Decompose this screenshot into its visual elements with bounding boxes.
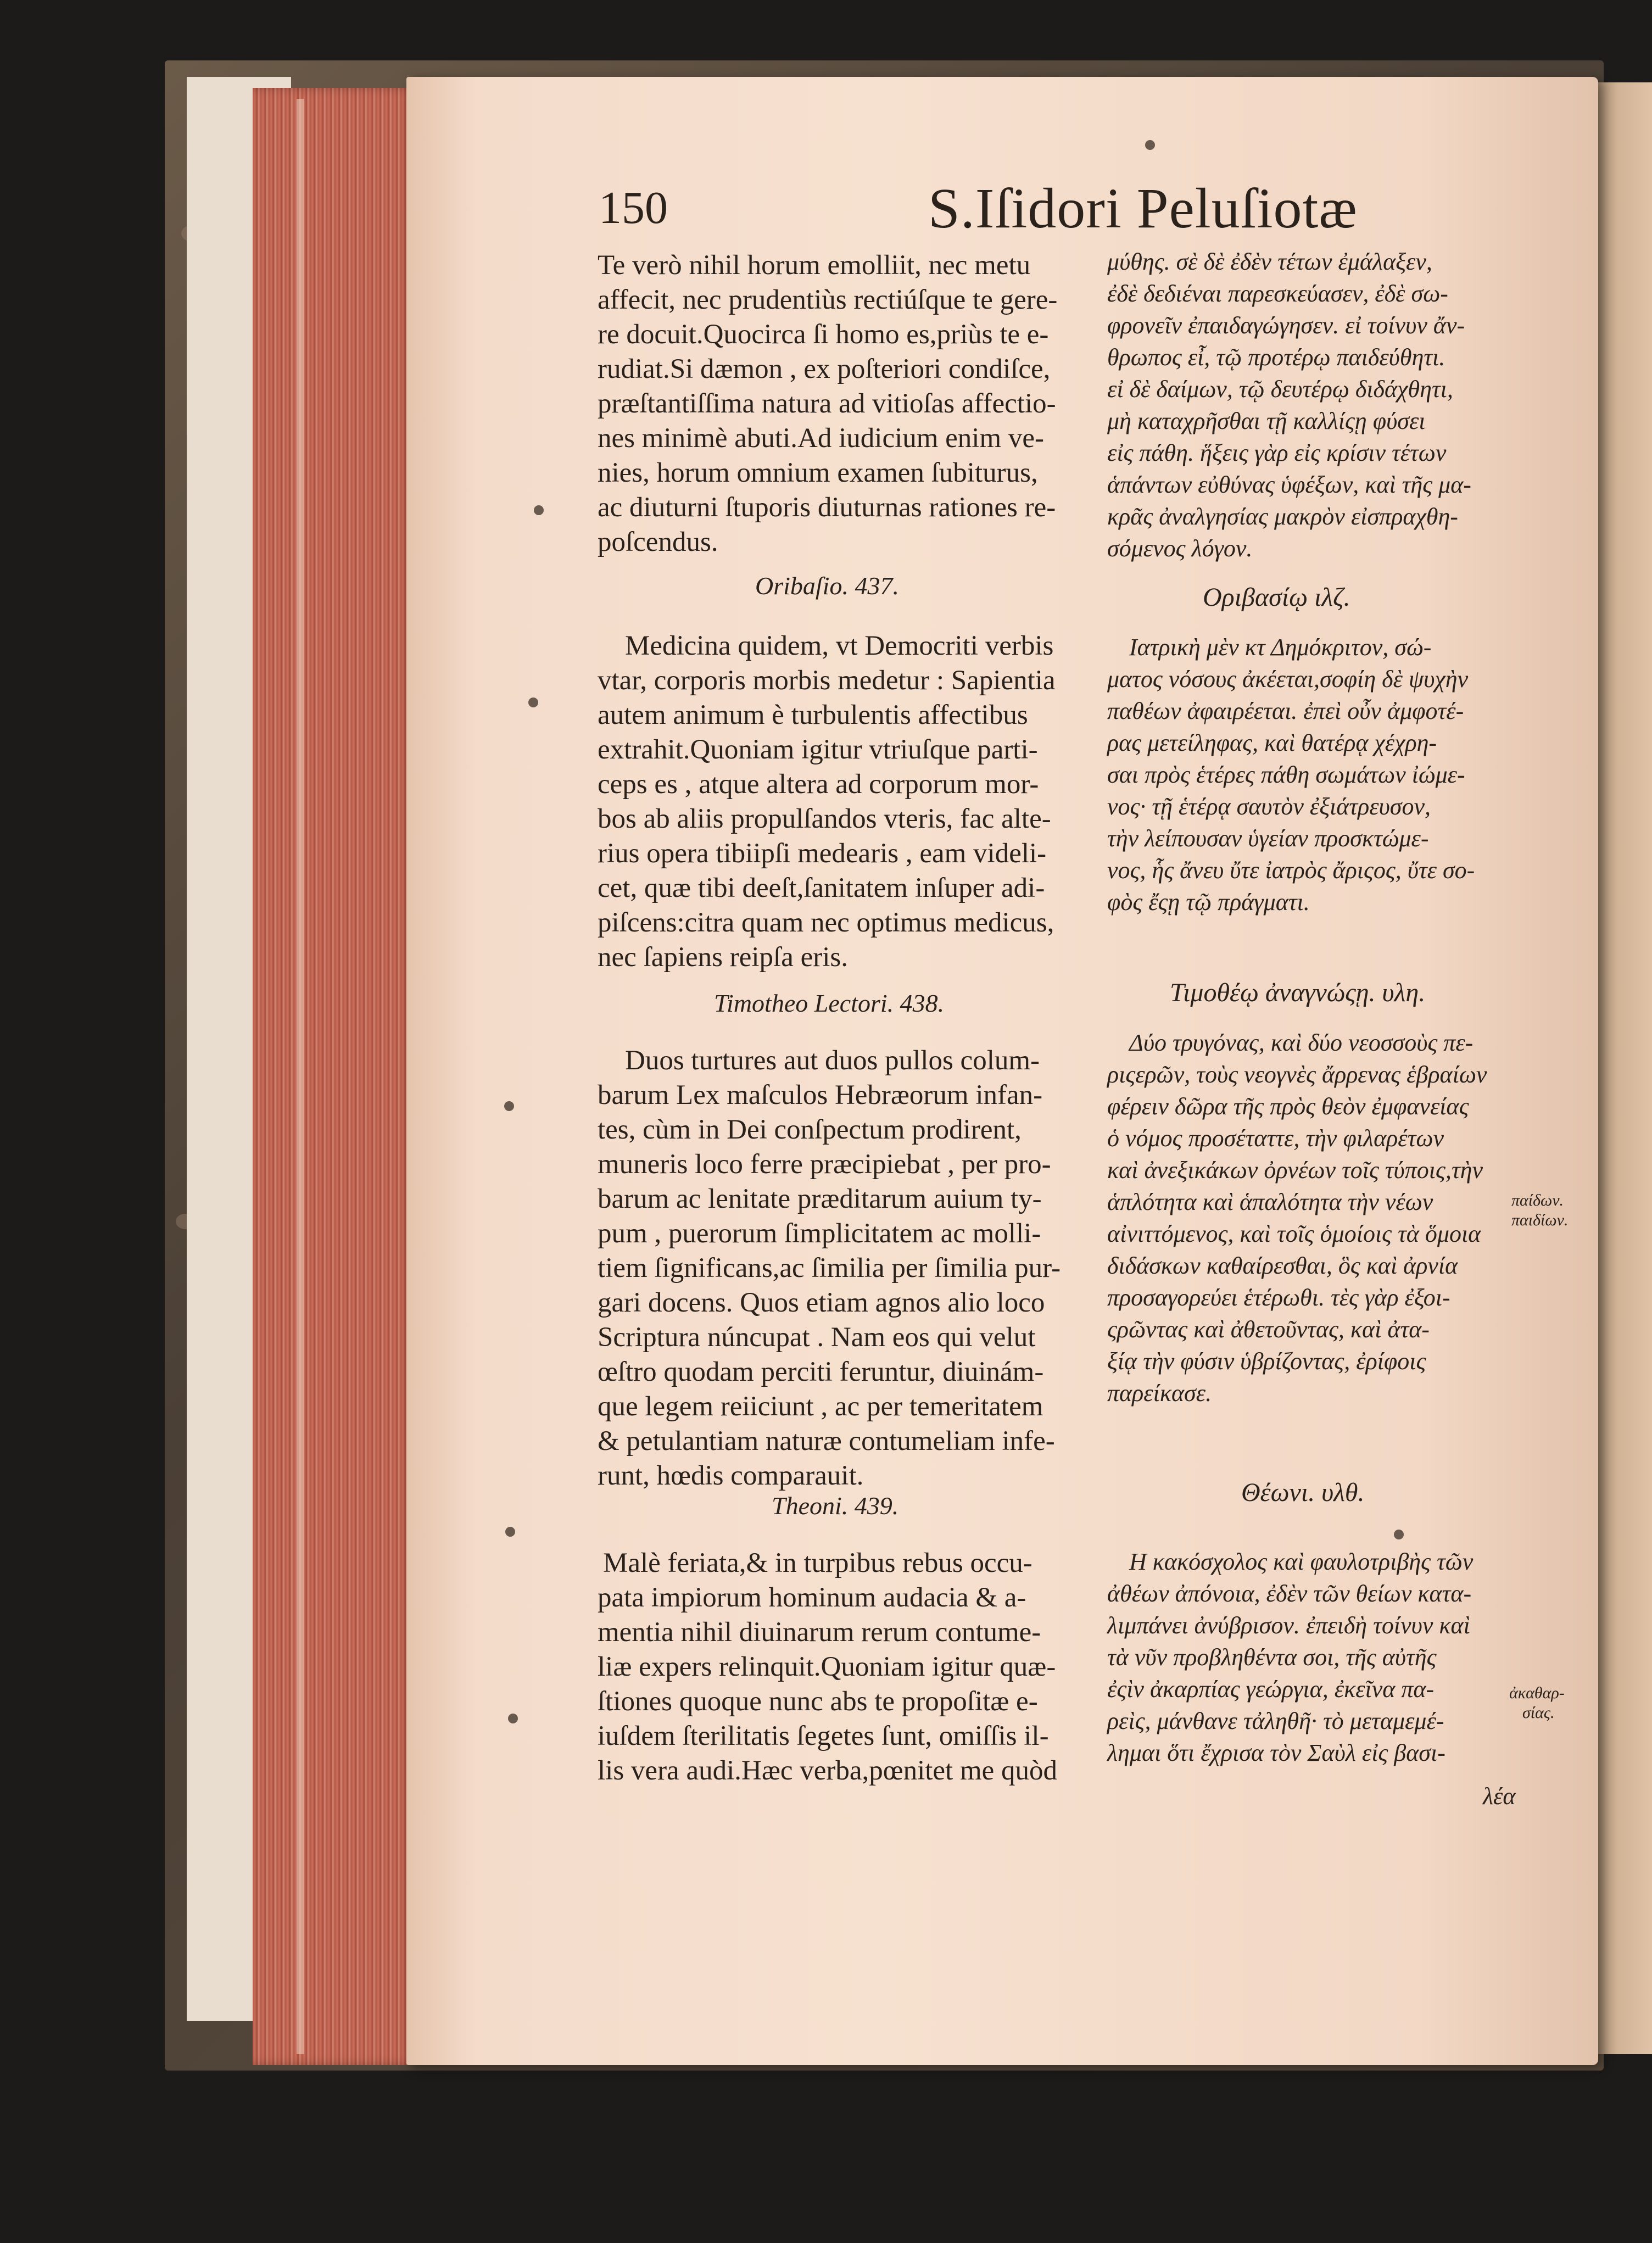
wormhole — [504, 1101, 514, 1111]
catchword: λέα — [1483, 1783, 1516, 1810]
text-line: παρείκασε. — [1107, 1380, 1212, 1407]
text-line: muneris loco ferre præcipiebat , per pro- — [598, 1149, 1051, 1180]
text-line: Scriptura núncupat . Nam eos qui velut — [598, 1322, 1036, 1353]
text-line: προσαγορεύει ἑτέρωθι. τὲς γὰρ ἐξοι- — [1107, 1284, 1450, 1311]
wormhole — [528, 698, 538, 707]
text-line: Ιατρικὴ μὲν κτ Δημόκριτον, σώ- — [1129, 634, 1432, 661]
text-line: λιμπάνει ἀνύβρισον. ἐπειδὴ τοίνυν καὶ — [1107, 1612, 1470, 1639]
text-line: ἁπλότητα καὶ ἁπαλότητα τὴν νέων — [1107, 1189, 1433, 1215]
text-line: tes, cùm in Dei conſpectum prodirent, — [598, 1114, 1022, 1145]
margin-note-line: παιδίων. — [1511, 1211, 1569, 1229]
text-line: ſtiones quoque nunc abs te propoſitæ e- — [598, 1686, 1038, 1717]
letter-heading-greek: Οριβασίῳ ιλζ. — [1203, 583, 1350, 612]
text-line: autem animum è turbulentis affectibus — [598, 700, 1028, 730]
letter-heading-latin: Theoni. 439. — [772, 1492, 899, 1520]
text-line: θρωπος εἶ, τῷ προτέρῳ παιδεύθητι. — [1107, 344, 1446, 371]
latin-block-3 — [598, 1044, 1075, 1493]
text-line: ἐδὲ δεδιέναι παρεσκεύασεν, ἐδὲ σω- — [1107, 280, 1448, 307]
text-line: extrahit.Quoniam igitur vtriuſque parti- — [598, 734, 1038, 765]
text-line: iuſdem ſterilitatis ſegetes ſunt, omiſſis il- — [598, 1721, 1049, 1751]
text-line: καὶ ἀνεξικάκων ὀρνέων τοῖς τύποις,τὴν — [1107, 1157, 1483, 1184]
text-line: pum , puerorum ſimplicitatem ac molli- — [598, 1218, 1041, 1249]
letter-heading-greek: Θέωνι. υλθ. — [1241, 1478, 1365, 1507]
text-line: κρᾶς ἀναλγησίας μακρὸν εἰσπραχθη- — [1107, 503, 1458, 530]
text-line: poſcendus. — [598, 527, 718, 557]
greek-block-3 — [1107, 1027, 1536, 1409]
red-page-edges — [253, 88, 417, 2065]
greek-block-2 — [1107, 632, 1536, 918]
text-line: τὰ νῦν προβληθέντα σοι, τῆς αὐτῆς — [1107, 1644, 1437, 1671]
greek-block-1 — [1107, 246, 1536, 565]
text-line: nies, horum omnium examen ſubiturus, — [598, 457, 1038, 488]
margin-note — [1511, 1191, 1568, 1230]
letter-heading-latin: Oribaſio. 437. — [755, 572, 899, 600]
text-line: σόμενος λόγον. — [1107, 535, 1253, 562]
text-line: Duos turtures aut duos pullos colum- — [625, 1045, 1040, 1076]
margin-note — [1509, 1683, 1565, 1723]
text-line: νος, ἧς ἄνευ ὔτε ἰατρὸς ἄριςος, ὔτε σο- — [1107, 857, 1475, 884]
text-line: διδάσκων καθαίρεσθαι, ὃς καὶ ἀρνία — [1107, 1252, 1458, 1279]
greek-block-4 — [1107, 1546, 1536, 1769]
text-line: ςρῶντας καὶ ἀθετοῦντας, καὶ ἀτα- — [1107, 1316, 1430, 1343]
text-line: φὸς ἔςῃ τῷ πράγματι. — [1107, 889, 1310, 916]
text-line: εἰ δὲ δαίμων, τῷ δευτέρῳ διδάχθητι, — [1107, 376, 1453, 403]
page-edges-highlight — [297, 99, 304, 2054]
text-line: Malè feriata,& in turpibus rebus occu- — [603, 1548, 1032, 1578]
running-head: S.Iſidori Peluſiotæ — [928, 177, 1358, 240]
text-line: Medicina quidem, vt Democriti verbis — [625, 631, 1054, 661]
text-line: ξίᾳ τὴν φύσιν ὑβρίζοντας, ἐρίφοις — [1107, 1348, 1426, 1375]
text-line: rius opera tibiipſi medearis , eam videli- — [598, 838, 1047, 869]
wormhole — [508, 1714, 518, 1723]
text-line: præſtantiſſima natura ad vitioſas affectio- — [598, 388, 1056, 419]
facing-page-edge — [1595, 82, 1652, 2054]
text-line: tiem ſignificans,ac ſimilia per ſimilia pur- — [598, 1253, 1061, 1284]
text-line: runt, hœdis comparauit. — [598, 1460, 864, 1491]
wormhole — [534, 505, 544, 515]
text-line: Δύο τρυγόνας, καὶ δύο νεοσσοὺς πε- — [1129, 1029, 1474, 1056]
text-line: vtar, corporis morbis medetur : Sapientia — [598, 665, 1056, 696]
text-line: que legem reiiciunt , ac per temeritatem — [598, 1391, 1043, 1422]
page-number: 150 — [599, 182, 668, 233]
text-line: παθέων ἀφαιρέεται. ἐπεὶ οὖν ἀμφοτέ- — [1107, 698, 1464, 724]
text-line: εἰς πάθη. ἥξεις γὰρ εἰς κρίσιν τέτων — [1107, 439, 1447, 466]
letter-heading-latin: Timotheo Lectori. 438. — [714, 989, 945, 1017]
text-line: Η κακόσχολος καὶ φαυλοτριβὴς τῶν — [1129, 1548, 1474, 1575]
text-line: barum Lex maſculos Hebræorum infan- — [598, 1080, 1043, 1111]
letter-heading-greek: Τιμοθέῳ ἀναγνώςῃ. υλη. — [1170, 978, 1426, 1007]
text-line: & petulantiam naturæ contumeliam infe- — [598, 1426, 1055, 1457]
text-line: σαι πρὸς ἑτέρες πάθη σωμάτων ἰώμε- — [1107, 761, 1465, 788]
margin-note-line: σίας. — [1522, 1704, 1555, 1722]
text-line: νος· τῇ ἑτέρᾳ σαυτὸν ἐξιάτρευσον, — [1107, 793, 1431, 820]
margin-note-line: ἀκαθαρ- — [1509, 1684, 1565, 1702]
text-line: ceps es , atque altera ad corporum mor- — [598, 769, 1039, 800]
text-line: λημαι ὅτι ἔχρισα τὸν Σαὺλ εἰς βασι- — [1107, 1739, 1446, 1766]
text-line: piſcens:citra quam nec optimus medicus, — [598, 907, 1054, 938]
text-line: mentia nihil diuinarum rerum contume- — [598, 1617, 1041, 1648]
text-line: ὁ νόμος προσέταττε, τὴν φιλαρέτων — [1107, 1125, 1444, 1152]
text-line: αἰνιττόμενος, καὶ τοῖς ὁμοίοις τὰ ὅμοια — [1107, 1220, 1481, 1247]
text-line: re docuit.Quocirca ſi homo es,priùs te e- — [598, 319, 1049, 350]
margin-note-line: παίδων. — [1511, 1191, 1564, 1209]
text-line: nes minimè abuti.Ad iudicium enim ve- — [598, 423, 1045, 454]
text-line: ρας μετείληφας, καὶ θατέρᾳ χέχρη- — [1107, 729, 1437, 756]
text-line: gari docens. Quos etiam agnos alio loco — [598, 1287, 1045, 1318]
latin-block-4 — [598, 1546, 1075, 1788]
text-line: œſtro quodam perciti feruntur, diuinám- — [598, 1357, 1044, 1387]
text-line: affecit, nec prudentiùs rectiúſque te gere- — [598, 284, 1058, 315]
latin-block-2 — [598, 629, 1075, 975]
wormhole — [1145, 140, 1155, 150]
text-line: nec ſapiens reipſa eris. — [598, 942, 848, 973]
text-line: ματος νόσους ἀκέεται,σοφίη δὲ ψυχὴν — [1107, 666, 1469, 693]
text-line: ρεὶς, μάνθανε τἀληθῆ· τὸ μεταμεμέ- — [1107, 1708, 1444, 1734]
text-line: cet, quæ tibi deeſt,ſanitatem inſuper adi- — [598, 873, 1045, 903]
text-line: barum ac lenitate præditarum auium ty- — [598, 1184, 1042, 1214]
text-line: τὴν λείπουσαν ὑγείαν προσκτώμε- — [1107, 825, 1429, 852]
text-line: μὴ καταχρῆσθαι τῇ καλλίςῃ φύσει — [1107, 408, 1426, 434]
text-line: rudiat.Si dæmon , ex poſteriori condiſce, — [598, 354, 1051, 384]
text-line: ἁπάντων εὐθύνας ὑφέξων, καὶ τῆς μα- — [1107, 471, 1471, 498]
text-line: ἐςὶν ἀκαρπίας γεώργια, ἐκεῖνα πα- — [1107, 1676, 1435, 1703]
text-line: pata impiorum hominum audacia & a- — [598, 1582, 1026, 1613]
latin-block-1 — [598, 248, 1075, 560]
wormhole — [505, 1527, 515, 1537]
text-line: Te verò nihil horum emolliit, nec metu — [598, 250, 1031, 281]
text-line: ριςερῶν, τοὺς νεογνὲς ἄρρενας ἑβραίων — [1107, 1061, 1487, 1088]
text-line: φρονεῖν ἐπαιδαγώγησεν. εἰ τοίνυν ἄν- — [1107, 312, 1465, 339]
text-line: bos ab aliis propulſandos vteris, fac alte- — [598, 804, 1051, 834]
wormhole — [1394, 1530, 1404, 1539]
text-line: ἀθέων ἀπόνοια, ἐδὲν τῶν θείων κατα- — [1107, 1580, 1472, 1607]
text-line: μύθης. σὲ δὲ ἐδὲν τέτων ἐμάλαξεν, — [1107, 248, 1432, 275]
text-line: liæ expers relinquit.Quoniam igitur quæ- — [598, 1651, 1056, 1682]
text-line: lis vera audi.Hæc verba,pœnitet me quòd — [598, 1755, 1058, 1786]
text-line: ac diuturni ſtuporis diuturnas rationes re- — [598, 492, 1056, 523]
text-line: φέρειν δῶρα τῆς πρὸς θεὸν ἐμφανείας — [1107, 1093, 1469, 1120]
